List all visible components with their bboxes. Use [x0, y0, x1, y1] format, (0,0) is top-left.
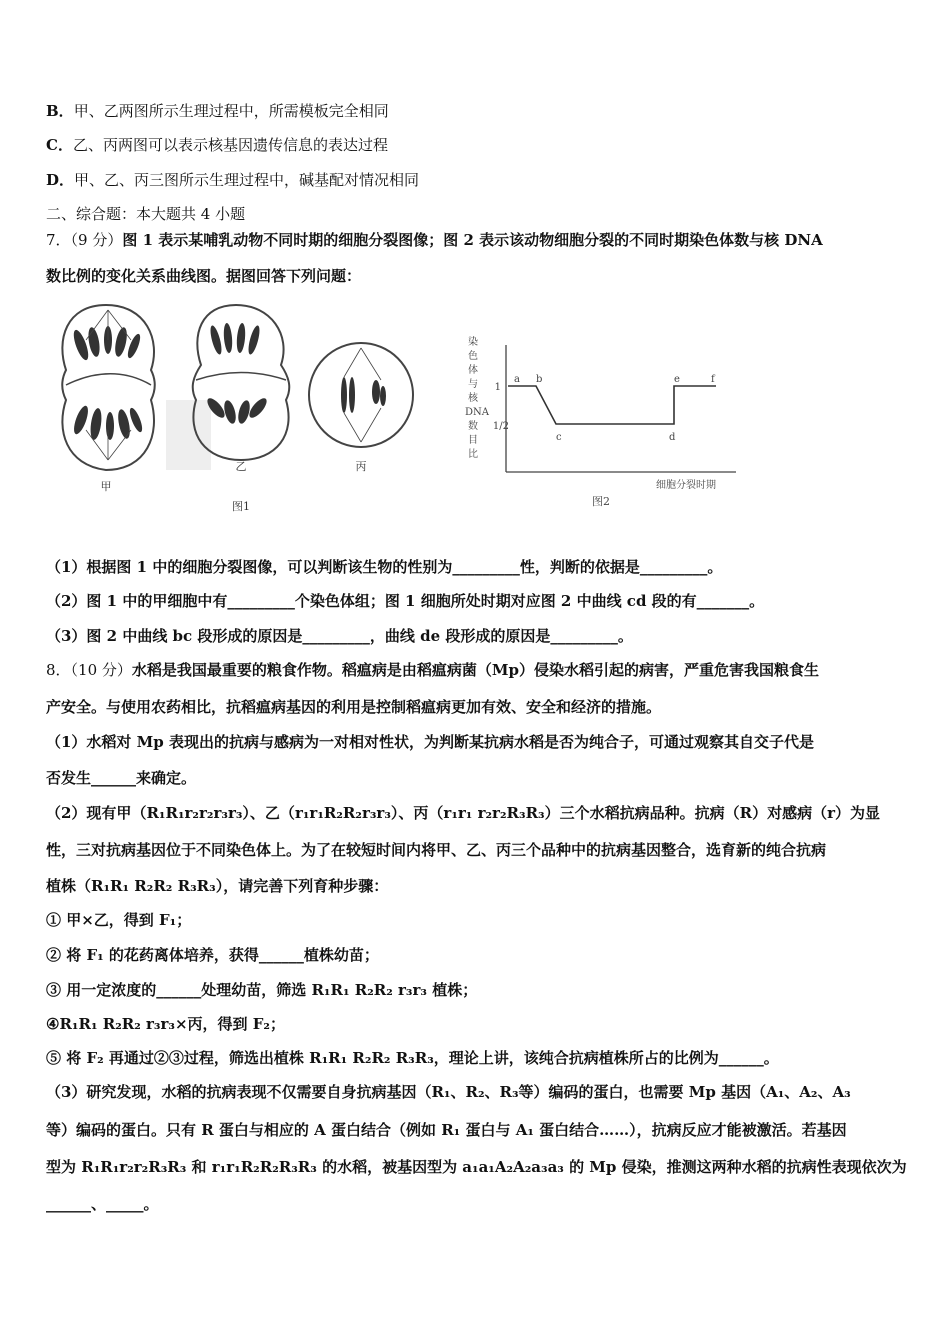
point-a: a: [514, 374, 520, 385]
tick-half: 1/2: [492, 421, 509, 432]
figure2-xlabel: 细胞分裂时期: [656, 480, 716, 491]
point-d: d: [669, 432, 676, 443]
label-bing: 丙: [355, 460, 367, 473]
q8-p3-line1: （3）研究发现，水稻的抗病表现不仅需要自身抗病基因（R₁、R₂、R₃等）编码的蛋白，也需要 Mp 基因（A₁、A₂、A₃: [46, 1083, 851, 1101]
ylabel-char: 数: [468, 421, 478, 432]
section-title: 二、综合题：本大题共 4 小题: [46, 205, 246, 223]
q8-step2: ② 将 F₁ 的花药离体培养，获得______植株幼苗；: [46, 946, 379, 964]
q8-p2-line1: （2）现有甲（R₁R₁r₂r₂r₃r₃）、乙（r₁r₁R₂R₂r₃r₃）、丙（r₁r₁ r₂r₂R₃R₃）三个水稻抗病品种。抗病（R）对感病（r）为显: [46, 804, 880, 822]
option-b: B．甲、乙两图所示生理过程中，所需模板完全相同: [46, 102, 389, 120]
q8-p3-line3: 型为 R₁R₁r₂r₂R₃R₃ 和 r₁r₁R₂R₂R₃R₃ 的水稻，被基因型为 a₁a₁A₂A₂a₃a₃ 的 Mp 侵染，推测这两种水稻的抗病性表现依次为: [46, 1158, 907, 1176]
q8-p2-line3: 植株（R₁R₁ R₂R₂ R₃R₃），请完善下列育种步骤：: [46, 877, 389, 895]
figure2-chart: [465, 335, 736, 508]
q7-stem-line2: 数比例的变化关系曲线图。据图回答下列问题：: [46, 267, 362, 285]
q8-stem-line1: 8．（10 分）水稻是我国最重要的粮食作物。稻瘟病是由稻瘟病菌（Mp）侵染水稻引起的病害，严重危害我国粮食生: [46, 661, 820, 679]
q7-sub1: （1）根据图 1 中的细胞分裂图像，可以判断该生物的性别为_________性，判断的依据是_________。: [46, 558, 723, 576]
ratio-curve: [508, 386, 716, 424]
q8-stem-line2: 产安全。与使用农药相比，抗稻瘟病基因的利用是控制稻瘟病更加有效、安全和经济的措施。: [46, 698, 662, 716]
q7-sub2: （2）图 1 中的甲细胞中有_________个染色体组；图 1 细胞所处时期对应图 2 中曲线 cd 段的有_______。: [46, 592, 765, 610]
point-c: c: [556, 432, 562, 443]
ylabel-char: 核: [468, 393, 478, 404]
label-jia: 甲: [100, 480, 112, 493]
q7-figures: [46, 300, 906, 530]
point-f: f: [711, 374, 715, 385]
q8-step1: ① 甲×乙，得到 F₁；: [46, 911, 192, 929]
ylabel-char: 目: [468, 435, 478, 446]
figure1-caption: 图1: [232, 500, 250, 513]
ylabel-char: 与: [468, 379, 478, 390]
label-yi: 乙: [235, 460, 247, 473]
q8-p3-line2: 等）编码的蛋白。只有 R 蛋白与相应的 A 蛋白结合（例如 R₁ 蛋白与 A₁ 蛋白结合……），抗病反应才能被激活。若基因: [46, 1121, 847, 1139]
q8-p1-line2: 否发生______来确定。: [46, 769, 197, 787]
q7-sub3: （3）图 2 中曲线 bc 段形成的原因是_________，曲线 de 段形成的原因是_________。: [46, 627, 633, 645]
ylabel-char: 体: [468, 365, 478, 376]
option-d: D．甲、乙、丙三图所示生理过程中，碱基配对情况相同: [46, 171, 420, 189]
figure2-caption: 图2: [592, 495, 610, 508]
q8-p3-line4: ______、_____。: [46, 1195, 159, 1213]
ylabel-char: 色: [468, 351, 478, 362]
point-b: b: [536, 374, 543, 385]
q8-p2-line2: 性，三对抗病基因位于不同染色体上。为了在较短时间内将甲、乙、丙三个品种中的抗病基因整合，选育新的纯合抗病: [46, 841, 827, 859]
ylabel-char: 染: [468, 337, 478, 348]
q8-step5: ⑤ 将 F₂ 再通过②③过程，筛选出植株 R₁R₁ R₂R₂ R₃R₃，理论上讲，该纯合抗病植株所占的比例为______。: [46, 1049, 779, 1067]
option-c: C．乙、丙两图可以表示核基因遗传信息的表达过程: [46, 136, 388, 154]
point-e: e: [674, 374, 680, 385]
q8-step3: ③ 用一定浓度的______处理幼苗，筛选 R₁R₁ R₂R₂ r₃r₃ 植株；: [46, 981, 478, 999]
ylabel-char: DNA: [465, 407, 489, 418]
q8-p1-line1: （1）水稻对 Mp 表现出的抗病与感病为一对相对性状，为判断某抗病水稻是否为纯合子，可通过观察其自交子代是: [46, 733, 814, 751]
ylabel-char: 比: [468, 449, 478, 460]
q8-step4: ④R₁R₁ R₂R₂ r₃r₃×丙，得到 F₂；: [46, 1015, 285, 1033]
cell-jia: [62, 305, 155, 470]
scan-smudge: [166, 400, 211, 470]
figure2-ylabel: [465, 335, 490, 460]
tick-1: 1: [494, 382, 501, 393]
cell-bing: [309, 343, 413, 447]
q7-stem-line1: 7．（9 分）图 1 表示某哺乳动物不同时期的细胞分裂图像；图 2 表示该动物细胞分裂的不同时期染色体数与核 DNA: [46, 231, 823, 249]
